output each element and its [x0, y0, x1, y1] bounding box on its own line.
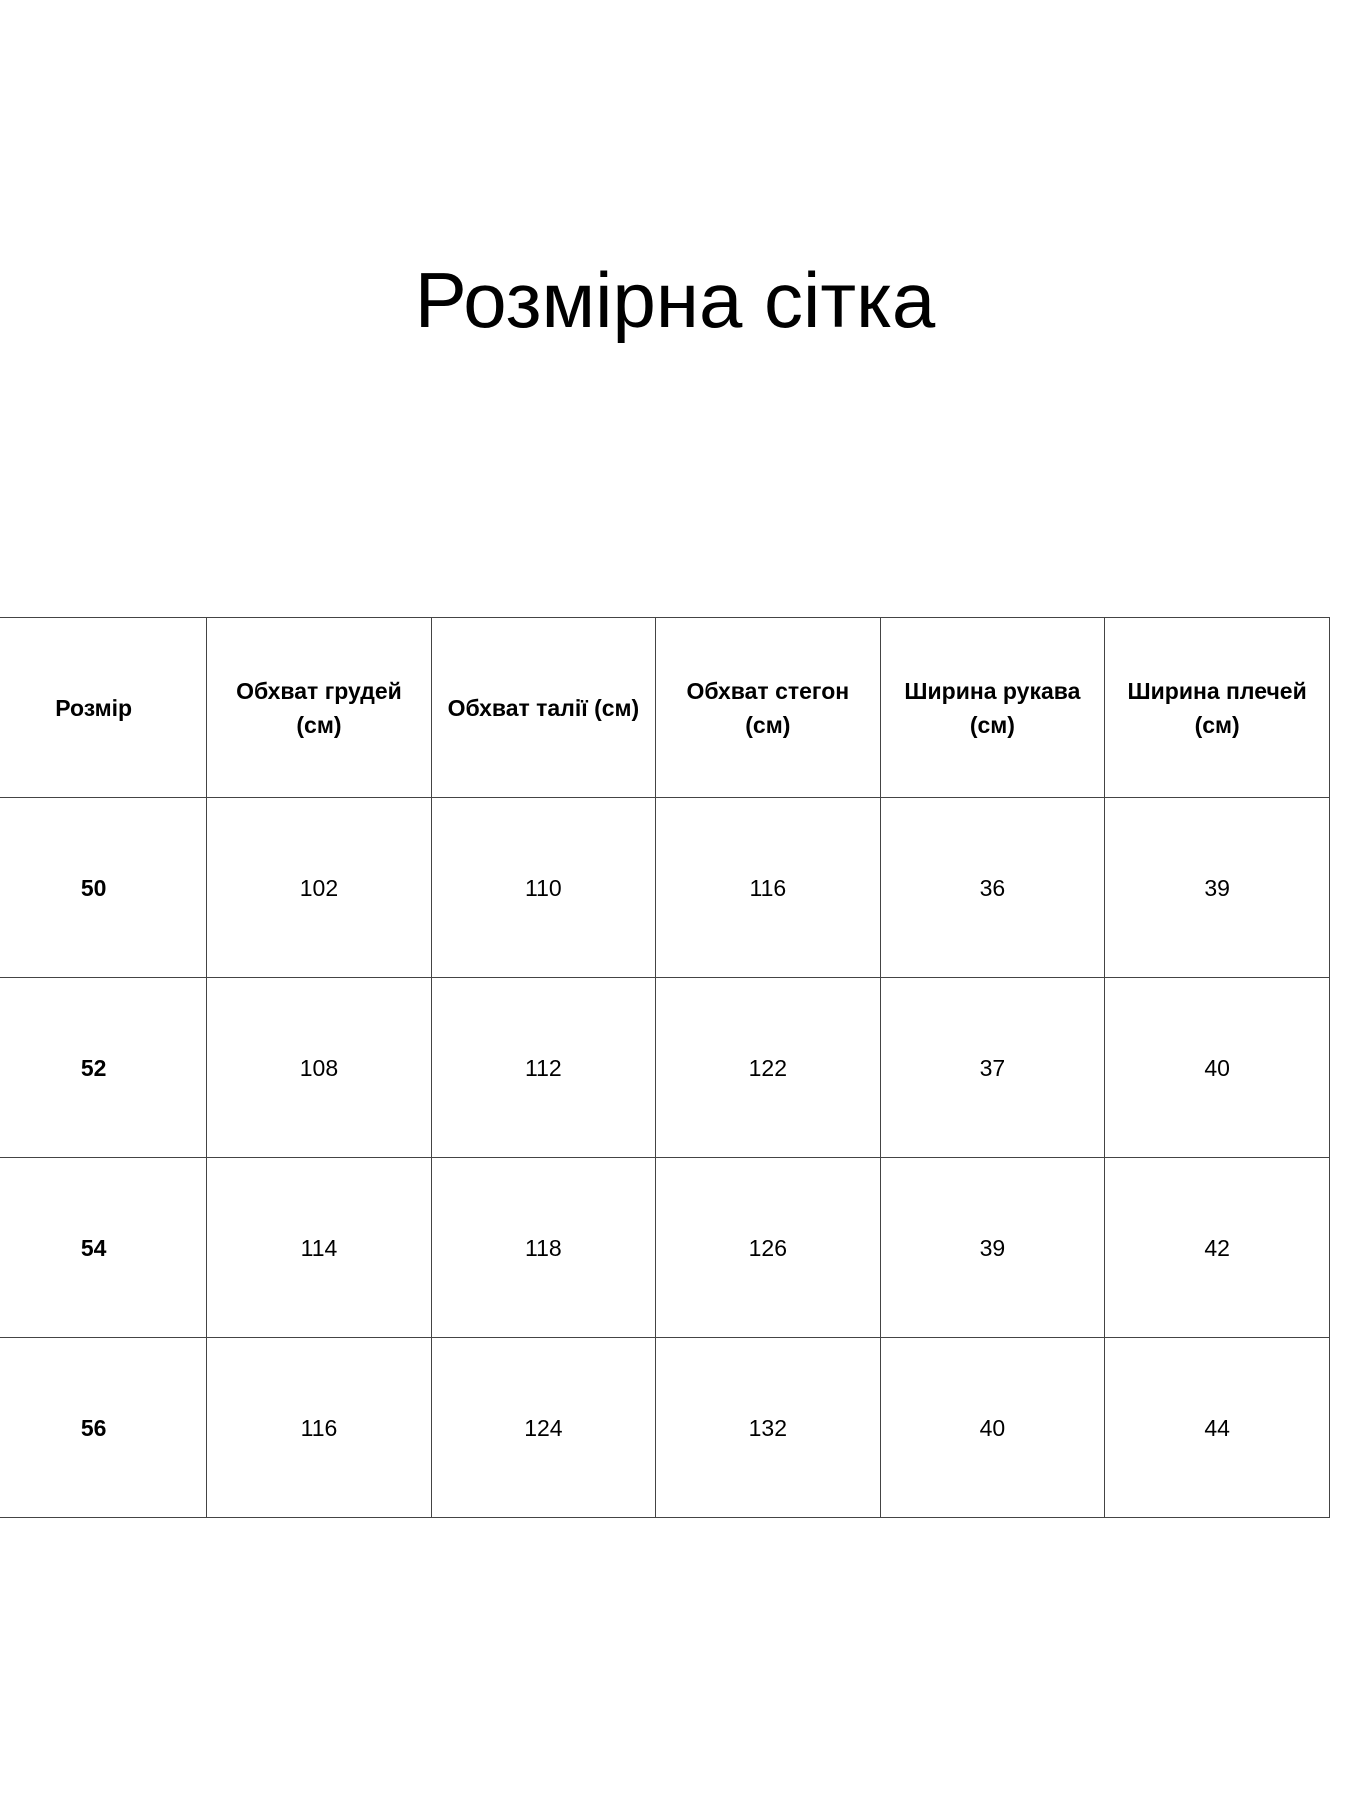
cell-sleeve-width: 36	[880, 798, 1105, 978]
header-sleeve-width: Ширина рукава (см)	[880, 618, 1105, 798]
cell-size: 50	[0, 798, 207, 978]
cell-size: 52	[0, 978, 207, 1158]
cell-waist: 118	[431, 1158, 655, 1338]
table-row	[0, 798, 1330, 978]
cell-sleeve-width: 39	[880, 1158, 1105, 1338]
cell-sleeve-width: 37	[880, 978, 1105, 1158]
cell-size: 56	[0, 1338, 207, 1518]
header-chest: Обхват грудей (см)	[207, 618, 431, 798]
page-title: Розмірна сітка	[414, 256, 936, 344]
cell-chest: 108	[207, 978, 431, 1158]
cell-shoulder-width: 39	[1105, 798, 1330, 978]
cell-shoulder-width: 40	[1105, 978, 1330, 1158]
cell-chest: 116	[207, 1338, 431, 1518]
header-hips: Обхват стегон (см)	[656, 618, 880, 798]
cell-hips: 132	[656, 1338, 880, 1518]
table-row	[0, 1338, 1330, 1518]
table-row	[0, 1158, 1330, 1338]
cell-waist: 124	[431, 1338, 655, 1518]
cell-hips: 122	[656, 978, 880, 1158]
table-row	[0, 978, 1330, 1158]
header-waist: Обхват талії (см)	[431, 618, 655, 798]
cell-hips: 116	[656, 798, 880, 978]
cell-sleeve-width: 40	[880, 1338, 1105, 1518]
cell-shoulder-width: 42	[1105, 1158, 1330, 1338]
header-size: Розмір	[0, 618, 207, 798]
cell-hips: 126	[656, 1158, 880, 1338]
size-chart-table	[0, 617, 1330, 1518]
cell-waist: 110	[431, 798, 655, 978]
cell-waist: 112	[431, 978, 655, 1158]
cell-chest: 102	[207, 798, 431, 978]
cell-shoulder-width: 44	[1105, 1338, 1330, 1518]
cell-chest: 114	[207, 1158, 431, 1338]
table-header-row	[0, 618, 1330, 798]
cell-size: 54	[0, 1158, 207, 1338]
header-shoulder-width: Ширина плечей (см)	[1105, 618, 1330, 798]
